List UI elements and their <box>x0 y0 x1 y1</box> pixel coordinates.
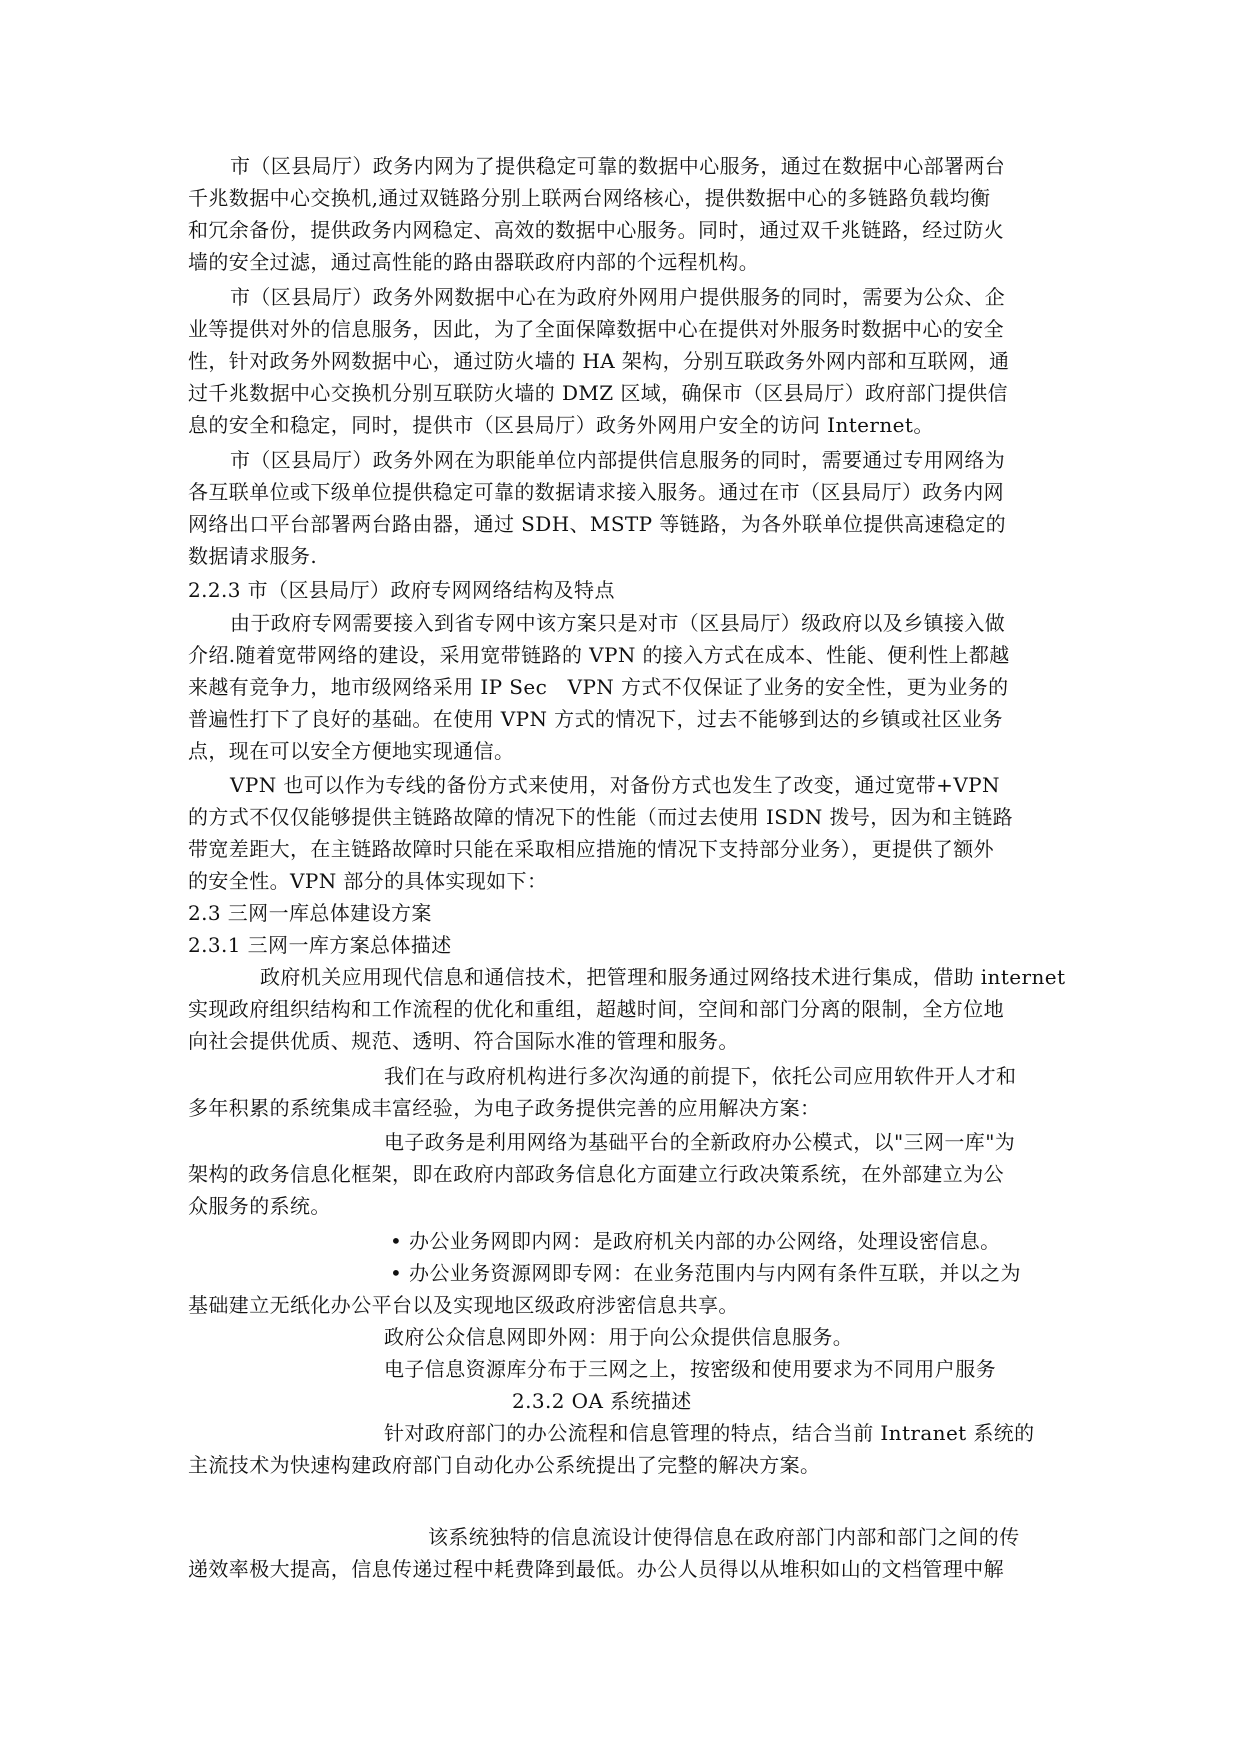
paragraph-line: 市（区县局厅）政务外网数据中心在为政府外网用户提供服务的同时，需要为公众、企 <box>230 285 1006 309</box>
paragraph-line: 市（区县局厅）政务外网在为职能单位内部提供信息服务的同时，需要通过专用网络为 <box>230 448 1006 472</box>
paragraph-line: 架构的政务信息化框架，即在政府内部政务信息化方面建立行政决策系统，在外部建立为公 <box>188 1162 1004 1186</box>
section-heading: 2.3 三网一库总体建设方案 <box>188 901 432 925</box>
paragraph-line: 政府机关应用现代信息和通信技术，把管理和服务通过网络技术进行集成，借助 internet <box>260 965 1066 989</box>
paragraph-line: 的安全性。VPN 部分的具体实现如下： <box>188 869 548 893</box>
section-heading: 2.3.1 三网一库方案总体描述 <box>188 933 452 957</box>
paragraph-line: 向社会提供优质、规范、透明、符合国际水准的管理和服务。 <box>188 1029 739 1053</box>
section-heading: 2.3.2 OA 系统描述 <box>512 1389 692 1413</box>
paragraph-line: 基础建立无纸化办公平台以及实现地区级政府涉密信息共享。 <box>188 1293 739 1317</box>
paragraph-line: 的方式不仅仅能够提供主链路故障的情况下的性能（而过去使用 ISDN 拨号，因为和主链路 <box>188 805 1014 829</box>
paragraph-line: 介绍.随着宽带网络的建设，采用宽带链路的 VPN 的接入方式在成本、性能、便利性上都越 <box>188 643 1010 667</box>
paragraph-line: 墙的安全过滤，通过高性能的路由器联政府内部的个远程机构。 <box>188 250 760 274</box>
paragraph-line: 我们在与政府机构进行多次沟通的前提下，依托公司应用软件开人才和 <box>384 1064 1017 1088</box>
paragraph-line: 普遍性打下了良好的基础。在使用 VPN 方式的情况下，过去不能够到达的乡镇或社区业务 <box>188 707 1003 731</box>
paragraph-line: 针对政府部门的办公流程和信息管理的特点，结合当前 Intranet 系统的 <box>384 1421 1035 1445</box>
paragraph-line: 各互联单位或下级单位提供稳定可靠的数据请求接入服务。通过在市（区县局厅）政务内网 <box>188 480 1004 504</box>
paragraph-line: 该系统独特的信息流设计使得信息在政府部门内部和部门之间的传 <box>428 1525 1020 1549</box>
paragraph-line: 实现政府组织结构和工作流程的优化和重组，超越时间，空间和部门分离的限制，全方位地 <box>188 997 1004 1021</box>
paragraph-line: 电子政务是利用网络为基础平台的全新政府办公模式，以"三网一库"为 <box>384 1130 1016 1154</box>
paragraph-line: 和冗余备份，提供政务内网稳定、高效的数据中心服务。同时，通过双千兆链路，经过防火 <box>188 218 1004 242</box>
paragraph-line: 千兆数据中心交换机,通过双链路分别上联两台网络核心，提供数据中心的多链路负载均衡 <box>188 186 991 210</box>
paragraph-line: 由于政府专网需要接入到省专网中该方案只是对市（区县局厅）级政府以及乡镇接入做 <box>230 611 1006 635</box>
paragraph-line: 众服务的系统。 <box>188 1194 331 1218</box>
paragraph-line: 过千兆数据中心交换机分别互联防火墙的 DMZ 区域，确保市（区县局厅）政府部门提供信 <box>188 381 1008 405</box>
paragraph-line: 主流技术为快速构建政府部门自动化办公系统提出了完整的解决方案。 <box>188 1453 821 1477</box>
paragraph-line: 来越有竞争力，地市级网络采用 IP Sec VPN 方式不仅保证了业务的安全性，更为业务的 <box>188 675 1009 699</box>
paragraph-line: 数据请求服务. <box>188 544 318 568</box>
paragraph-line: 性，针对政务外网数据中心，通过防火墙的 HA 架构，分别互联政务外网内部和互联网，通 <box>188 349 1010 373</box>
paragraph-line: VPN 也可以作为专线的备份方式来使用，对备份方式也发生了改变，通过宽带+VPN <box>230 773 1000 797</box>
bullet-item: • 办公业务资源网即专网：在业务范围内与内网有条件互联，并以之为 <box>390 1261 1021 1285</box>
section-heading: 2.2.3 市（区县局厅）政府专网网络结构及特点 <box>188 578 615 602</box>
paragraph-line: 电子信息资源库分布于三网之上，按密级和使用要求为不同用户服务 <box>384 1357 996 1381</box>
paragraph-line: 息的安全和稳定，同时，提供市（区县局厅）政务外网用户安全的访问 Internet。 <box>188 413 934 437</box>
paragraph-line: 网络出口平台部署两台路由器，通过 SDH、MSTP 等链路，为各外联单位提供高速稳定的 <box>188 512 1007 536</box>
bullet-item: • 办公业务网即内网：是政府机关内部的办公网络，处理设密信息。 <box>390 1229 1001 1253</box>
paragraph-line: 政府公众信息网即外网：用于向公众提供信息服务。 <box>384 1325 854 1349</box>
paragraph-line: 多年积累的系统集成丰富经验，为电子政务提供完善的应用解决方案： <box>188 1096 821 1120</box>
paragraph-line: 市（区县局厅）政务内网为了提供稳定可靠的数据中心服务，通过在数据中心部署两台 <box>230 154 1006 178</box>
paragraph-line: 点，现在可以安全方便地实现通信。 <box>188 739 515 763</box>
paragraph-line: 业等提供对外的信息服务，因此，为了全面保障数据中心在提供对外服务时数据中心的安全 <box>188 317 1004 341</box>
paragraph-line: 递效率极大提高，信息传递过程中耗费降到最低。办公人员得以从堆积如山的文档管理中解 <box>188 1557 1004 1581</box>
paragraph-line: 带宽差距大，在主链路故障时只能在采取相应措施的情况下支持部分业务），更提供了额外 <box>188 837 994 861</box>
